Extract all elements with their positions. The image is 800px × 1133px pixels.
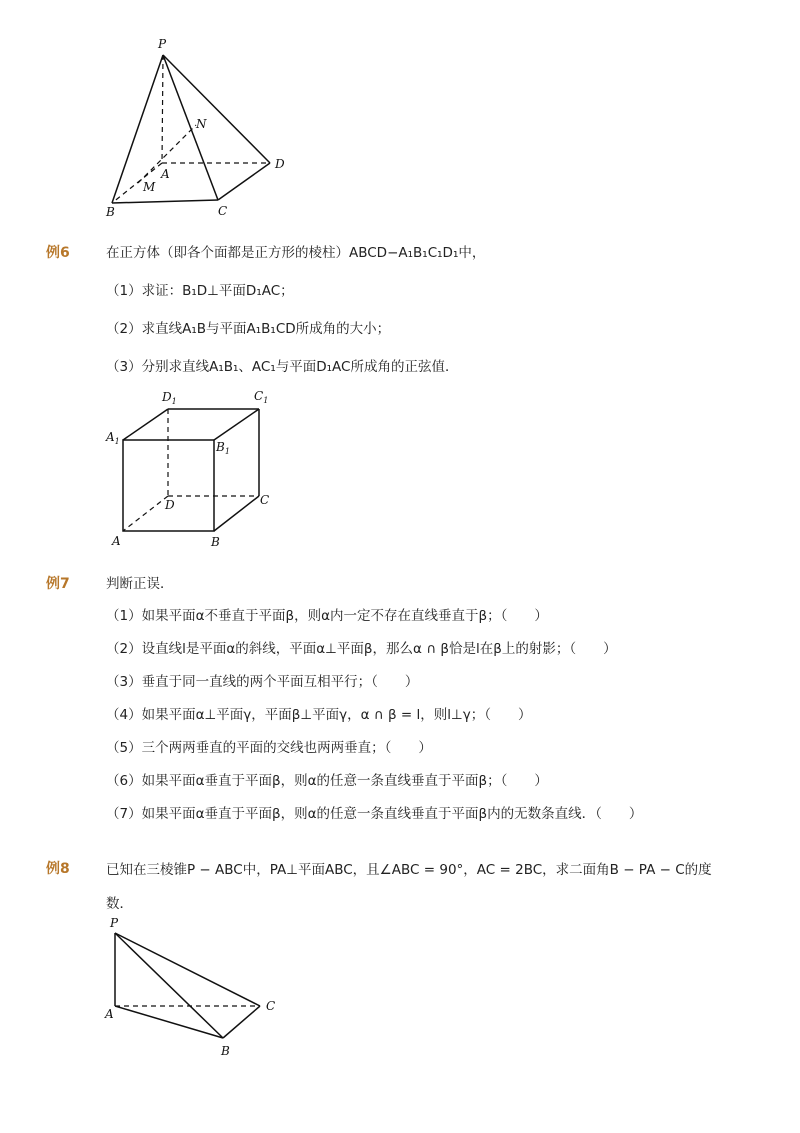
judgement-item-2: （2）设直线l是平面α的斜线，平面α⊥平面β，那么α ∩ β恰是l在β上的射影；（ ） [106, 641, 617, 657]
pyramid-figure [100, 30, 300, 225]
example-7-stem: 判断正误． [106, 576, 174, 592]
judgement-item-4: （4）如果平面α⊥平面γ，平面β⊥平面γ，α ∩ β = l，则l⊥γ；（ ） [106, 707, 532, 723]
judgement-item-5: （5）三个两两垂直的平面的交线也两两垂直；（ ） [106, 740, 432, 756]
example-6-q3: （3）分别求直线A₁B₁、AC₁与平面D₁AC所成角的正弦值． [106, 359, 459, 375]
label-p: P [110, 916, 119, 930]
example-8-stem-continued: 数． [106, 896, 133, 912]
label-d: D [275, 157, 285, 171]
label-a: A [161, 167, 170, 181]
example-8-tag: 例8 [46, 861, 70, 877]
label-b: B [211, 535, 220, 549]
label-n: N [196, 117, 207, 131]
label-p: P [158, 37, 167, 51]
label-c1: $C_1$ [254, 389, 269, 405]
judgement-item-6: （6）如果平面α垂直于平面β，则α的任意一条直线垂直于平面β；（ ） [106, 773, 548, 789]
judgement-item-7: （7）如果平面α垂直于平面β，则α的任意一条直线垂直于平面β内的无数条直线．（ ） [106, 806, 643, 822]
example-7-tag: 例7 [46, 576, 70, 592]
cube-figure [100, 383, 290, 553]
example-6-q2: （2）求直线A₁B与平面A₁B₁CD所成角的大小； [106, 321, 391, 337]
example-8-stem: 已知在三棱锥P − ABC中，PA⊥平面ABC，且∠ABC = 90°，AC = 2BC，求二面角B − PA − C的度 [106, 862, 712, 878]
label-c: C [218, 204, 228, 218]
label-b1: $B_1$ [216, 440, 230, 456]
label-a: A [112, 534, 121, 548]
label-a1: $A_1$ [106, 430, 120, 446]
label-b: B [106, 205, 115, 219]
label-c: C [260, 493, 270, 507]
judgement-item-3: （3）垂直于同一直线的两个平面互相平行；（ ） [106, 674, 419, 690]
triangular-pyramid-figure [100, 913, 300, 1063]
example-6-tag: 例6 [46, 245, 70, 261]
label-d: D [165, 498, 175, 512]
label-a: A [105, 1007, 114, 1021]
example-6-q1: （1）求证：B₁D⊥平面D₁AC； [106, 283, 294, 299]
judgement-item-1: （1）如果平面α不垂直于平面β，则α内一定不存在直线垂直于β；（ ） [106, 608, 548, 624]
example-6-stem: 在正方体（即各个面都是正方形的棱柱）ABCD−A₁B₁C₁D₁中， [106, 245, 486, 261]
label-c: C [266, 999, 276, 1013]
label-d1: $D_1$ [162, 390, 177, 406]
label-b: B [221, 1044, 230, 1058]
label-m: M [143, 180, 156, 194]
